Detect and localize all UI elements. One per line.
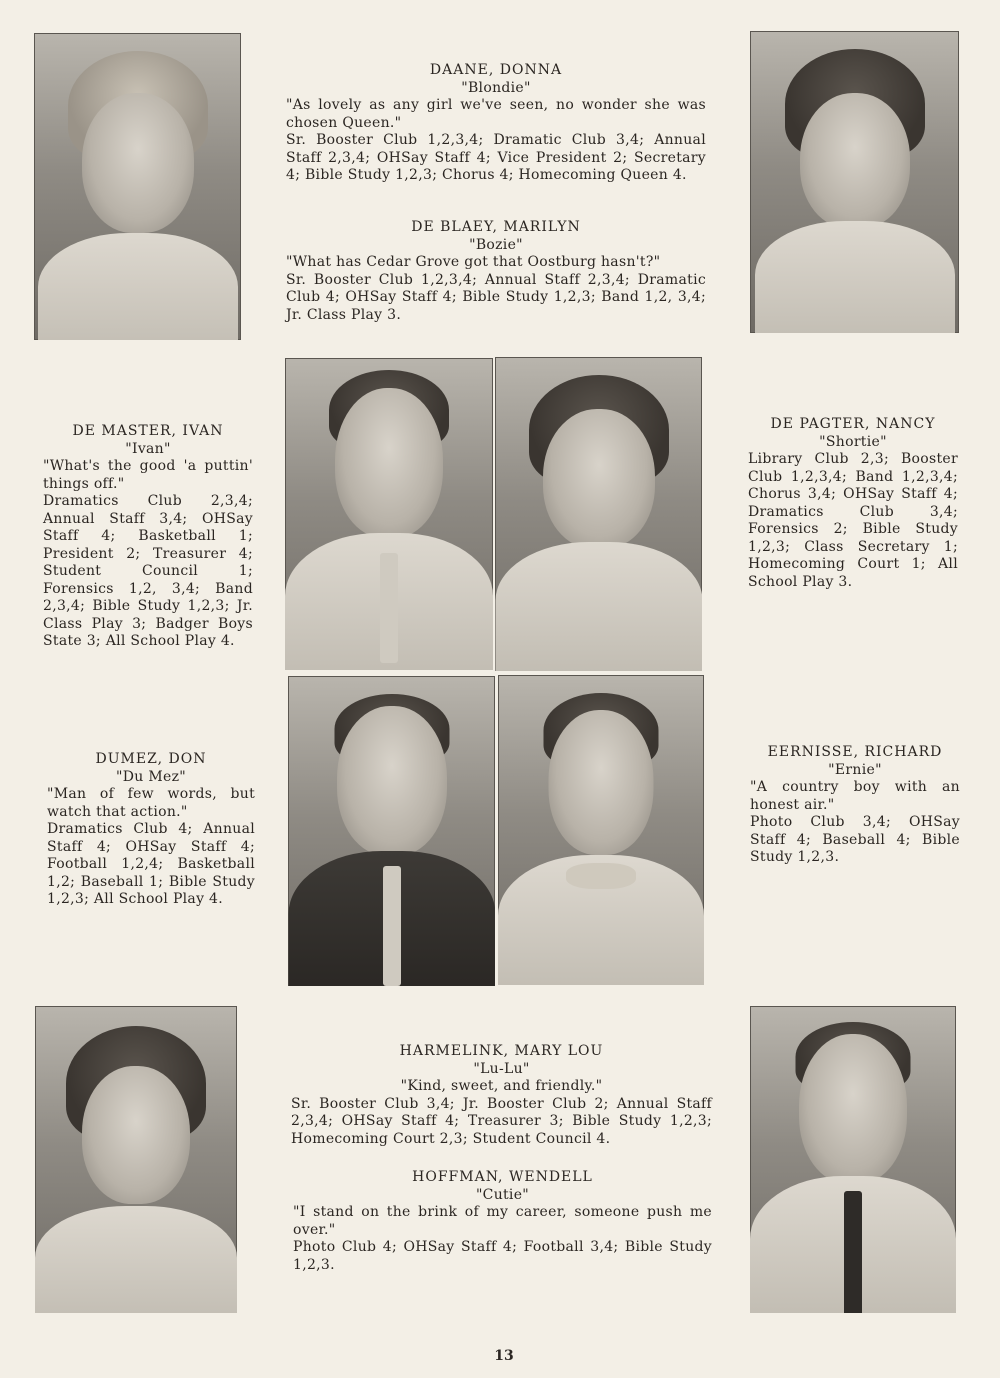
- entry-de-blaey-marilyn: [286, 219, 706, 324]
- student-quote: "As lovely as any girl we've seen, no wonder she was chosen Queen.": [286, 97, 706, 131]
- portrait-photo-harmelink-mary-lou: [35, 1006, 237, 1313]
- portrait-photo-dumez-don: [288, 676, 495, 986]
- student-nickname: "Blondie": [461, 79, 531, 96]
- student-name: HARMELINK, MARY LOU: [399, 1043, 604, 1059]
- entry-daane-donna: [286, 62, 706, 185]
- student-activities: Library Club 2,3; Booster Club 1,2,3,4; Band 1,2,3,4; Chorus 3,4; OHSay Staff 4; Dramatics Club 3,4; Forensics 2; Bible Study 1,2,3; Class Secretary 1; Homecoming Court 1; All School Play 3.: [748, 451, 958, 590]
- student-nickname: "Ernie": [828, 761, 882, 778]
- portrait-photo-eernisse-richard: [498, 675, 704, 985]
- entry-dumez-don: [47, 751, 255, 909]
- student-nickname: "Du Mez": [116, 768, 186, 785]
- student-quote: "Kind, sweet, and friendly.": [400, 1078, 603, 1094]
- page-number: 13: [494, 1348, 514, 1364]
- student-name: DE BLAEY, MARILYN: [411, 219, 581, 235]
- portrait-photo-daane-donna: [34, 33, 241, 340]
- student-name: DE PAGTER, NANCY: [770, 416, 936, 432]
- student-nickname: "Shortie": [819, 433, 887, 450]
- student-nickname: "Bozie": [469, 236, 523, 253]
- student-activities: Sr. Booster Club 1,2,3,4; Annual Staff 2,3,4; Dramatic Club 4; OHSay Staff 4; Bible Study 1,2,3; Band 1,2, 3,4; Jr. Class Play 3.: [286, 271, 706, 323]
- portrait-photo-de-master-ivan: [285, 358, 493, 670]
- entry-de-master-ivan: [43, 423, 253, 651]
- student-nickname: "Ivan": [125, 440, 171, 457]
- portrait-photo-de-blaey-marilyn: [750, 31, 959, 333]
- student-quote: "Man of few words, but watch that action.": [47, 786, 255, 820]
- student-activities: Sr. Booster Club 3,4; Jr. Booster Club 2; Annual Staff 2,3,4; OHSay Staff 4; Treasurer 3; Bible Study 1,2,3; Homecoming Court 2,3; Student Council 4.: [291, 1095, 712, 1147]
- student-name: DUMEZ, DON: [95, 751, 207, 767]
- student-nickname: "Cutie": [475, 1186, 530, 1203]
- student-quote: "What has Cedar Grove got that Oostburg hasn't?": [286, 254, 661, 270]
- student-quote: "I stand on the brink of my career, someone push me over.": [293, 1204, 712, 1238]
- student-name: EERNISSE, RICHARD: [767, 744, 943, 760]
- student-quote: "A country boy with an honest air.": [750, 779, 960, 813]
- entry-eernisse-richard: [750, 744, 960, 867]
- entry-de-pagter-nancy: [748, 416, 958, 591]
- student-activities: Dramatics Club 4; Annual Staff 4; OHSay Staff 4; Football 1,2,4; Basketball 1,2; Baseball 1; Bible Study 1,2,3; All School Play 4.: [47, 821, 255, 907]
- student-name: DE MASTER, IVAN: [72, 423, 224, 439]
- student-activities: Photo Club 4; OHSay Staff 4; Football 3,4; Bible Study 1,2,3.: [293, 1239, 712, 1273]
- student-nickname: "Lu-Lu": [473, 1060, 530, 1077]
- student-quote: "What's the good 'a puttin' things off.": [43, 458, 253, 492]
- portrait-photo-de-pagter-nancy: [495, 357, 702, 671]
- entry-harmelink-mary-lou: [291, 1043, 712, 1148]
- student-activities: Dramatics Club 2,3,4; Annual Staff 3,4; OHSay Staff 4; Basketball 1; President 2; Treasurer 4; Student Council 1; Forensics 1,2, 3,4; Band 2,3,4; Bible Study 1,2,3; Jr. Class Play 3; Badger Boys State 3; All School Play 4.: [43, 493, 253, 649]
- student-activities: Sr. Booster Club 1,2,3,4; Dramatic Club 3,4; Annual Staff 2,3,4; OHSay Staff 4; Vice President 2; Secretary 4; Bible Study 1,2,3; Chorus 4; Homecoming Queen 4.: [286, 132, 706, 183]
- entry-hoffman-wendell: [293, 1169, 712, 1274]
- student-name: HOFFMAN, WENDELL: [412, 1169, 593, 1185]
- student-activities: Photo Club 3,4; OHSay Staff 4; Baseball 4; Bible Study 1,2,3.: [750, 814, 960, 865]
- student-name: DAANE, DONNA: [429, 62, 563, 78]
- portrait-photo-hoffman-wendell: [750, 1006, 956, 1313]
